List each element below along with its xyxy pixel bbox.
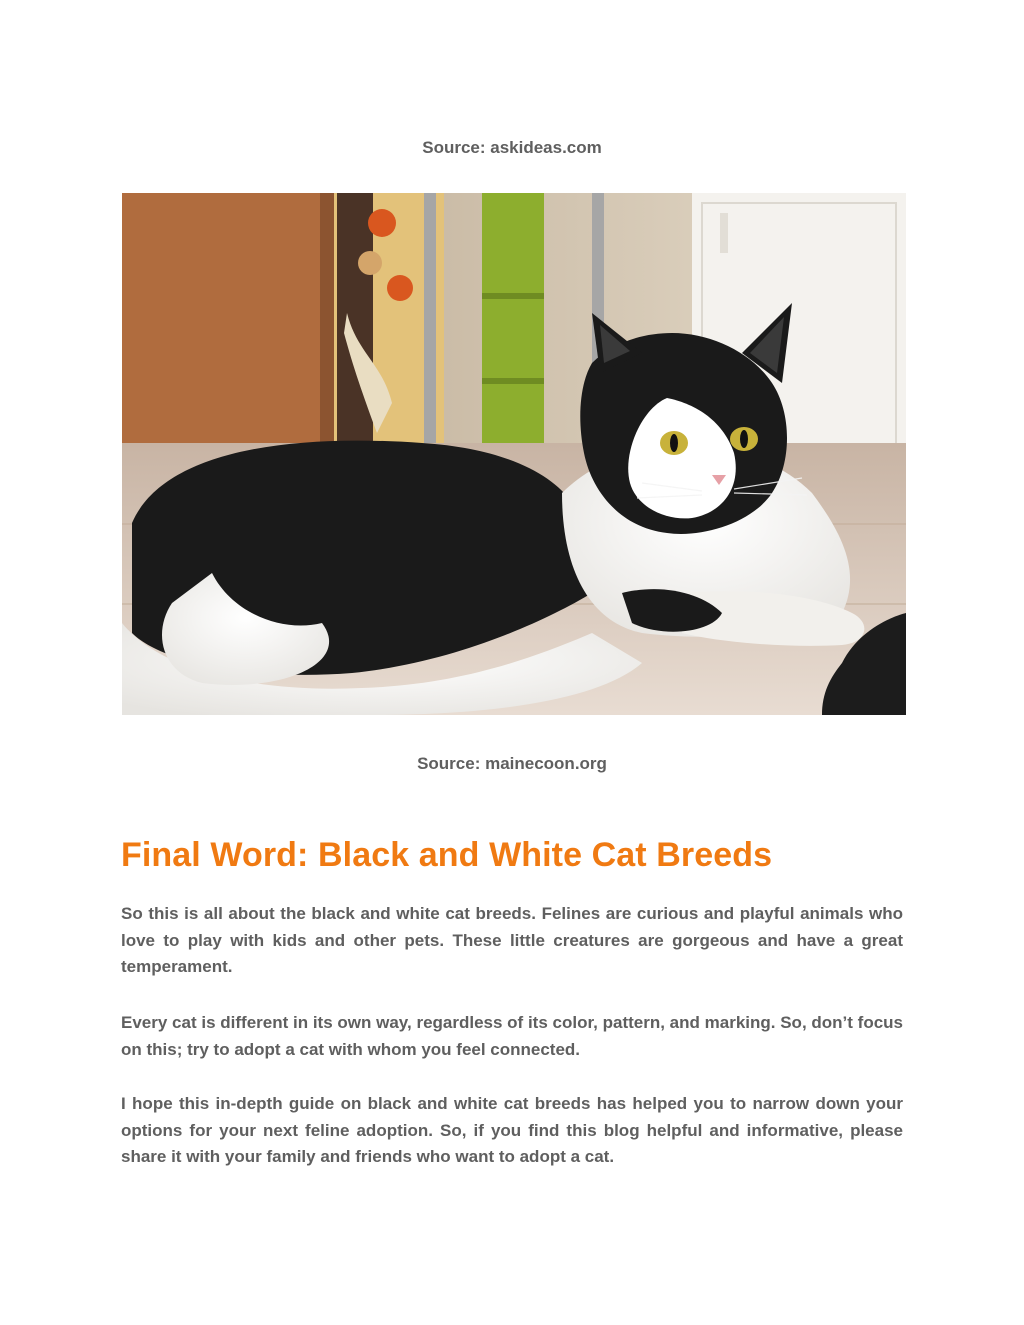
section-heading: Final Word: Black and White Cat Breeds bbox=[121, 836, 773, 874]
body-paragraph: So this is all about the black and white cat breeds. Felines are curious and playful animals who love to play with kids and other pets. These little creatures are gorgeous and have a great temperament. bbox=[121, 904, 903, 976]
body-paragraph: I hope this in-depth guide on black and white cat breeds has helped you to narrow down your options for your next feline adoption. So, if you find this blog helpful and informative, please share it with your family and friends who want to adopt a cat. bbox=[121, 1094, 903, 1166]
image-source-caption: Source: mainecoon.org bbox=[417, 754, 607, 773]
image-source-caption: Source: askideas.com bbox=[422, 138, 602, 157]
body-paragraph: Every cat is different in its own way, regardless of its color, pattern, and marking. So, don’t focus on this; try to adopt a cat with whom you feel connected. bbox=[121, 1013, 903, 1059]
black-and-white-cat-photo bbox=[122, 193, 906, 715]
